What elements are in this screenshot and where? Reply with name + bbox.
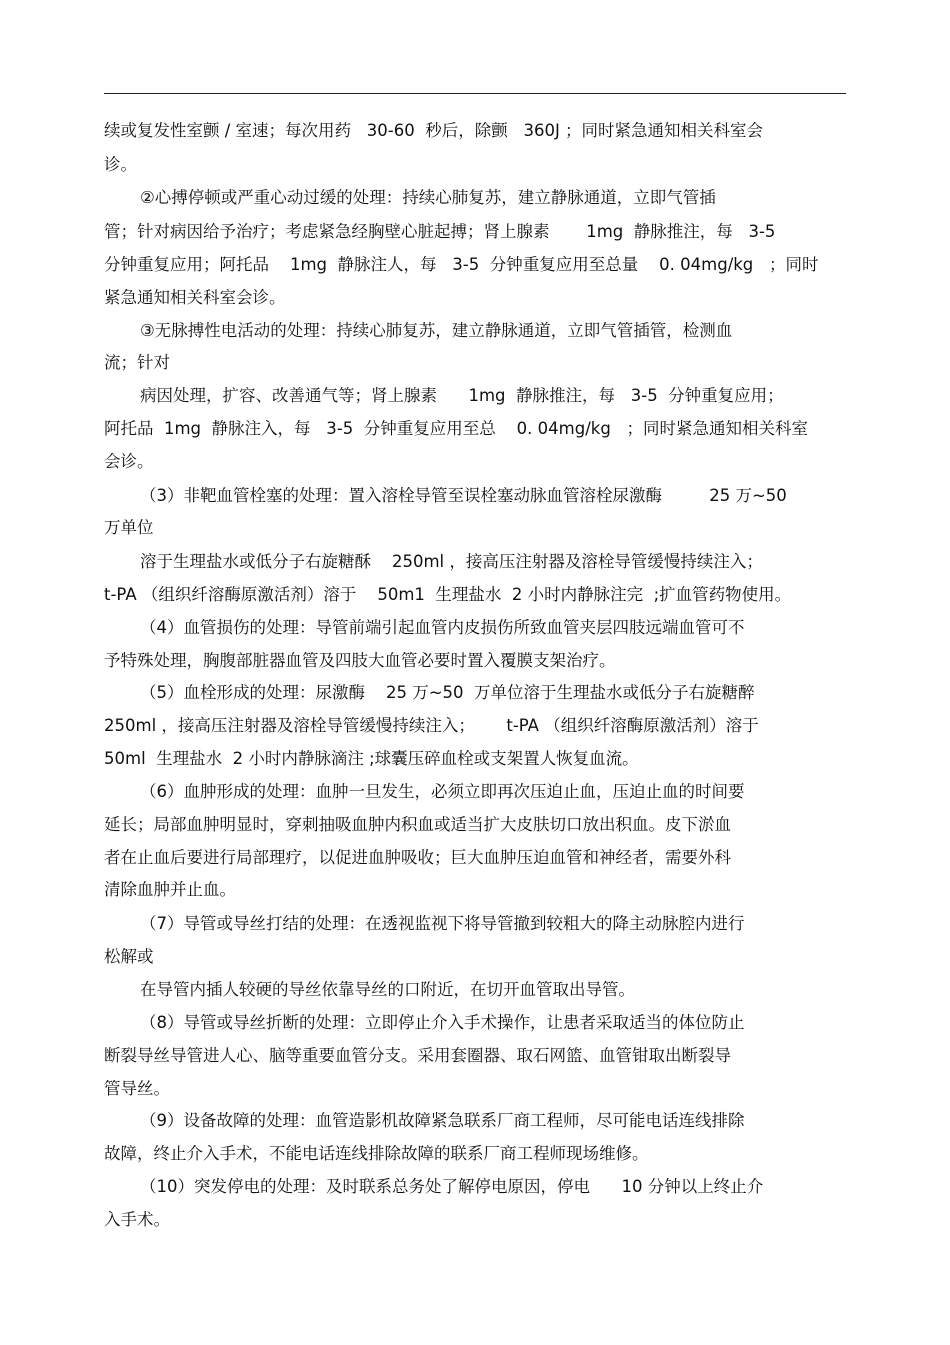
text-line: 阿托品 1mg 静脉注入，每 3-5 分钟重复应用至总 0. 04mg/kg ；同时紧急通知相关科室: [104, 419, 809, 438]
text-line: （6）血肿形成的处理：血肿一旦发生，必须立即再次压迫止血，压迫止血的时间要: [140, 782, 745, 801]
text-line: 万单位: [104, 518, 154, 537]
text-line: 延长；局部血肿明显时，穿刺抽吸血肿内积血或适当扩大皮肤切口放出积血。皮下淤血: [104, 815, 731, 834]
text-line: 250ml ，接高压注射器及溶栓导管缓慢持续注入； t-PA （组织纤溶酶原激活剂）溶于: [104, 716, 759, 735]
text-line: 管导丝。: [104, 1079, 170, 1098]
text-line: 紧急通知相关科室会诊。: [104, 288, 286, 307]
text-line: 病因处理，扩容、改善通气等；肾上腺素 1mg 静脉推注，每 3-5 分钟重复应用；: [140, 386, 784, 405]
text-line: （9）设备故障的处理：血管造影机故障紧急联系厂商工程师，尽可能电话连线排除: [140, 1111, 745, 1130]
text-line: 清除血肿并止血。: [104, 880, 236, 899]
text-line: （7）导管或导丝打结的处理：在透视监视下将导管撤到较粗大的降主动脉腔内进行: [140, 914, 745, 933]
text-line: 续或复发性室颤 / 室速；每次用药 30-60 秒后，除颤 360J ；同时紧急通知相关科室会: [104, 121, 764, 140]
text-line: 流；针对: [104, 353, 170, 372]
text-line: 管；针对病因给予治疗；考虑紧急经胸壁心脏起搏；肾上腺素 1mg 静脉推注，每 3-5: [104, 222, 776, 241]
text-line: （8）导管或导丝折断的处理：立即停止介入手术操作，让患者采取适当的体位防止: [140, 1013, 745, 1032]
text-line: t-PA （组织纤溶酶原激活剂）溶于 50m1 生理盐水 2 小时内静脉注完 ;扩血管药物使用。: [104, 585, 792, 604]
text-line: （3）非靶血管栓塞的处理：置入溶栓导管至误栓塞动脉血管溶栓尿激酶 25 万~50: [140, 486, 787, 505]
header-rule: [104, 93, 846, 94]
text-line: 50ml 生理盐水 2 小时内静脉滴注 ;球囊压碎血栓或支架置人恢复血流。: [104, 749, 639, 768]
text-line: （4）血管损伤的处理：导管前端引起血管内皮损伤所致血管夹层四肢远端血管可不: [140, 618, 745, 637]
text-line: （10）突发停电的处理：及时联系总务处了解停电原因，停电 10 分钟以上终止介: [140, 1177, 764, 1196]
text-line: 故障，终止介入手术，不能电话连线排除故障的联系厂商工程师现场维修。: [104, 1144, 649, 1163]
text-line: ③无脉搏性电活动的处理：持续心肺复苏，建立静脉通道，立即气管插管，检测血: [140, 321, 733, 340]
text-line: 诊。: [104, 155, 137, 174]
text-line: ②心搏停顿或严重心动过缓的处理：持续心肺复苏，建立静脉通道，立即气管插: [140, 188, 716, 207]
text-line: 分钟重复应用；阿托品 1mg 静脉注人，每 3-5 分钟重复应用至总量 0. 04mg/kg ；同时: [104, 255, 819, 274]
text-line: （5）血栓形成的处理：尿激酶 25 万~50 万单位溶于生理盐水或低分子右旋糖醉: [140, 683, 755, 702]
text-line: 入手术。: [104, 1210, 170, 1229]
text-line: 会诊。: [104, 452, 154, 471]
text-line: 断裂导丝导管进人心、脑等重要血管分支。采用套圈器、取石网篮、血管钳取出断裂导: [104, 1046, 731, 1065]
text-line: 溶于生理盐水或低分子右旋糖酥 250ml ，接高压注射器及溶栓导管缓慢持续注入；: [140, 552, 763, 571]
text-line: 者在止血后要进行局部理疗，以促进血肿吸收；巨大血肿压迫血管和神经者，需要外科: [104, 848, 731, 867]
text-line: 予特殊处理，胸腹部脏器血管及四肢大血管必要时置入覆膜支架治疗。: [104, 651, 616, 670]
text-line: 在导管内插人较硬的导丝依靠导丝的口附近，在切开血管取出导管。: [140, 980, 635, 999]
text-line: 松解或: [104, 947, 154, 966]
